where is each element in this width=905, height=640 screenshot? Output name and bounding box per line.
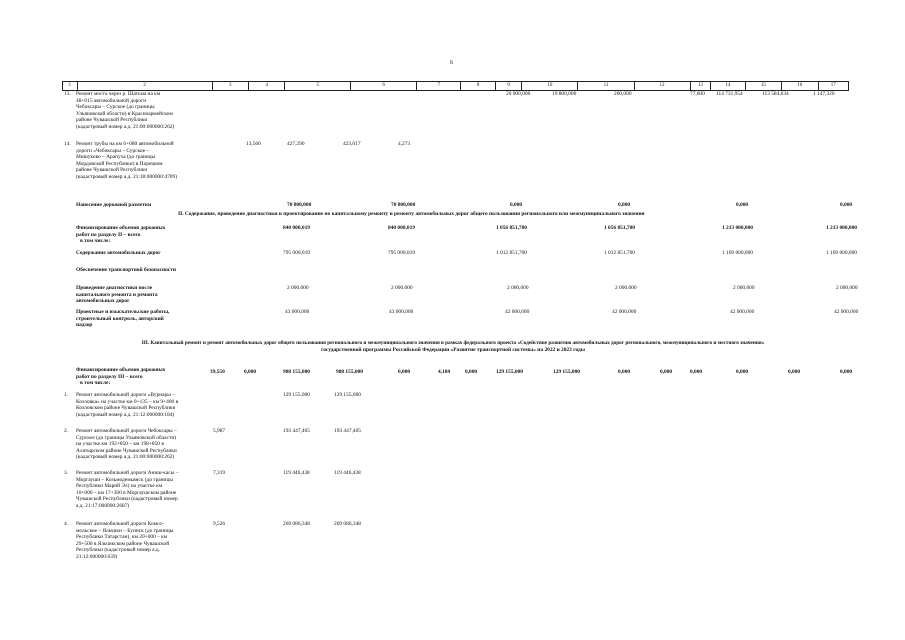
cell-value: 0,000	[736, 202, 749, 208]
header-cell: 13	[691, 82, 712, 90]
cell-value: 129 155,000	[496, 369, 523, 375]
cell-value: 988 155,000	[283, 369, 310, 375]
header-cell: 4	[249, 82, 285, 90]
cell-value: 0,000	[788, 369, 801, 375]
cell-value: 0,000	[840, 369, 853, 375]
row-label: Содержание автомобильных дорог	[76, 250, 161, 256]
cell-value: 9,526	[213, 521, 226, 527]
cell-value: 119 446,438	[334, 470, 361, 476]
row-number: 1.	[64, 392, 69, 398]
cell-value: 269 086,348	[334, 521, 361, 527]
cell-value: 1 012 851,700	[496, 250, 527, 256]
header-cell: 14	[711, 82, 745, 90]
header-cell: 8	[461, 82, 495, 90]
cell-value: 113 584,634	[762, 91, 789, 97]
cell-value: 42 000,000	[730, 309, 755, 315]
cell-value: 129 155,000	[334, 392, 361, 398]
column-number-header	[62, 81, 849, 91]
header-cell: 10	[522, 82, 578, 90]
cell-value: 1 213 000,000	[722, 225, 753, 231]
cell-value: 4,273	[398, 141, 411, 147]
cell-value: 0,000	[465, 369, 478, 375]
row-number: 14.	[64, 141, 71, 147]
cell-value: 129 155,000	[283, 392, 310, 398]
cell-value: 7,319	[213, 470, 226, 476]
cell-value: 42 000,000	[612, 309, 637, 315]
section-title: II. Содержание, проведение диагностики и проектирование по капитальному ремонту и ремонту автомобильных дорог общего пользования регионального или межмуниципального значения	[178, 211, 645, 217]
header-cell: 2	[78, 82, 213, 90]
header-cell: 6	[351, 82, 417, 90]
cell-value: 129 155,000	[553, 369, 580, 375]
cell-value: 4,184	[438, 369, 451, 375]
cell-value: 43 000,000	[285, 309, 310, 315]
cell-value: 2 000,000	[507, 285, 529, 291]
cell-value: 119 446,438	[283, 470, 310, 476]
row-description: Ремонт трубы на км 6+080 автомобильной дороги «Чебоксары – Сурское – Мишуково – Арапуха (до границы Мордовской Республики) в Порецком районе Чувашской Республики (кадастровый номер а.д. 21:18:000000:4709)	[76, 141, 177, 180]
cell-value: 13,560	[246, 141, 261, 147]
cell-value: 988 155,000	[336, 369, 363, 375]
header-cell: 3	[213, 82, 249, 90]
cell-value: 42 000,000	[505, 309, 530, 315]
cell-value: 193 447,405	[334, 428, 361, 434]
cell-value: 0,000	[660, 369, 673, 375]
cell-value: 2 000,000	[391, 285, 413, 291]
cell-value: 0,000	[618, 202, 631, 208]
row-label: Финансирование объемов дорожных работ по разделу III – всего в том числе:	[76, 367, 166, 387]
cell-value: 77,600	[690, 91, 705, 97]
row-label: Проведение диагностики после капитального ремонта и ремонта автомобильных дорог	[76, 285, 158, 305]
row-number: 13.	[64, 91, 71, 97]
cell-value: 795 000,019	[283, 250, 310, 256]
cell-value: 43 000,000	[389, 309, 414, 315]
cell-value: 19 800,000	[552, 91, 577, 97]
header-cell: 1	[63, 82, 78, 90]
header-cell: 11	[578, 82, 634, 90]
cell-value: 1 056 851,700	[604, 225, 635, 231]
cell-value: 0,000	[840, 202, 853, 208]
cell-value: 0,000	[690, 369, 703, 375]
cell-value: 200,000	[614, 91, 632, 97]
header-cell: 17	[830, 83, 836, 88]
row-number: 3.	[64, 470, 69, 476]
header-cell: 12	[635, 82, 691, 90]
cell-value: 1 213 000,000	[826, 225, 857, 231]
cell-value: 0,000	[618, 369, 631, 375]
row-description: Ремонт автомобильной дороги Комсо- мольское – Яльчики – Буинск (до границы Республики Татарстан), км 20+000 – км 29+500 в Яльчикском районе Чувашской Республики (кадастровый номер а.д. 21:12:000000:639)	[76, 521, 174, 560]
cell-value: 42 000,000	[834, 309, 859, 315]
cell-value: 1 012 851,700	[604, 250, 635, 256]
cell-value: 0,000	[510, 202, 523, 208]
cell-value: 423,017	[343, 141, 361, 147]
cell-value: 2 000,000	[615, 285, 637, 291]
cell-value: 1 056 851,700	[496, 225, 527, 231]
cell-value: 5,987	[213, 428, 226, 434]
cell-value: 2 000,000	[733, 285, 755, 291]
cell-value: 1 147,320	[813, 91, 835, 97]
cell-value: 0,000	[244, 369, 257, 375]
header-cell: 16	[782, 82, 818, 90]
cell-value: 0,000	[398, 369, 411, 375]
row-description: Ремонт автомобильной дороги «Вурнары – Козловка» на участке км 0+135 – км 9+400 в Козловском районе Чувашской Республики (кадастровый номер а.д. 21:12:000000:184)	[76, 392, 179, 418]
cell-value: 114 731,954	[716, 91, 743, 97]
cell-value: 795 000,019	[388, 250, 415, 256]
row-description: Ремонт автомобильной дороги Аниш-касы – Моргауши – Козьмодемьянск (до границы Республики Марий Эл) на участке км 10+000 – км 17+300 в Моргаушском районе Чувашской Республики (кадастровый номер а.д. 21:17:000000:2687)	[76, 470, 179, 509]
cell-value: 840 000,019	[283, 225, 310, 231]
cell-value: 0,000	[736, 369, 749, 375]
page-number: 6	[450, 60, 453, 66]
row-label: Обеспечение транспортной безопасности	[76, 267, 176, 273]
cell-value: 840 000,019	[388, 225, 415, 231]
cell-value: 70 000,000	[391, 202, 416, 208]
section-title: III. Капитальный ремонт и ремонт автомобильных дорог общего пользования регионального и межмуниципального значения в рамках федерального проекта «Содействие развитию автомобильных дорог регионального, межмуниципального и местного значения»	[141, 340, 765, 346]
cell-value: 269 086,348	[283, 521, 310, 527]
header-cell: 5	[285, 82, 351, 90]
header-cell: 15	[746, 82, 782, 90]
header-cell: 9	[496, 82, 523, 90]
header-cell: 7	[417, 82, 461, 90]
cell-value: 1 169 000,000	[722, 250, 753, 256]
cell-value: 427,290	[287, 141, 305, 147]
cell-value: 39,550	[210, 369, 225, 375]
row-description: Ремонт моста через р. Шатьма на км 48+015 автомобильной дороги Чебоксары – Сурское (до границы Ульяновской области) в Красноармейском районе Чувашской Республики (кадастровый номер а.д. 21:00:000000:262)	[76, 91, 175, 130]
row-description: Ремонт автомобильной дороги Чебоксары – Сурское (до границы Ульяновской области) на участке км 192+850 – км 198+850 в Алатырском районе Чувашской Республики (кадастровый номер а.д. 21:00:000000:262)	[76, 428, 177, 461]
cell-value: 193 447,405	[283, 428, 310, 434]
cell-value: 20 000,000	[506, 91, 531, 97]
row-label: Финансирование объемов дорожных работ по разделу II – всего в том числе:	[76, 225, 166, 245]
cell-value: 70 000,000	[287, 202, 312, 208]
row-label: Проектные и изыскательские работы, строительный контроль, авторский надзор	[76, 309, 170, 329]
row-number: 2.	[64, 428, 69, 434]
row-label: Нанесение дорожной разметки	[76, 202, 152, 208]
section-title-line2: государственной программы Российской Федерации «Развитие транспортной системы» на 2022 и 2023 годы	[321, 347, 585, 353]
cell-value: 2 000,000	[836, 285, 858, 291]
cell-value: 1 169 000,000	[826, 250, 857, 256]
row-number: 4.	[64, 521, 69, 527]
cell-value: 2 000,000	[287, 285, 309, 291]
